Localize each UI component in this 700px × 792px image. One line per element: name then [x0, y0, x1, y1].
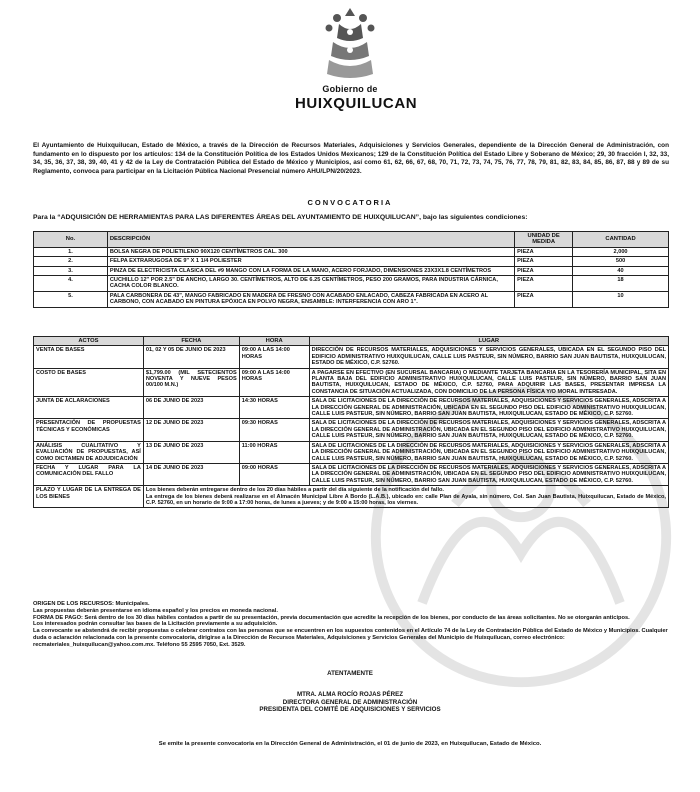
acts-header-row [34, 337, 669, 346]
act-date: 01, 02 Y 05 DE JUNIO DE 2023 [143, 346, 239, 368]
table-row [34, 266, 669, 275]
header-fecha: FECHA [143, 337, 239, 346]
item-unit: PIEZA [515, 291, 573, 307]
item-quantity: 10 [573, 291, 669, 307]
note-pago-text: Será dentro de los 30 días hábiles contados a partir de su presentación, previa documentación que acredite la recepción de los bienes, por conducto de las áreas solicitantes. No se otorgarán anticipos. [82, 614, 630, 621]
act-time: 09:00 HORAS [239, 463, 309, 485]
item-quantity: 500 [573, 257, 669, 266]
act-date: 13 DE JUNIO DE 2023 [143, 441, 239, 463]
object-suffix: , bajo las siguientes condiciones: [419, 214, 528, 221]
header-unit: UNIDAD DE MEDIDA [515, 232, 573, 248]
item-description: CUCHILLO 12" POR 2.5" DE ANCHO, LARGO 30. CENTÍMETROS, ALTO DE 6.25 CENTÍMETROS, PESO 200 GRAMOS, PARA INDUSTRIA CÁRNICA, CACHA COLOR BLANCO. [107, 276, 514, 292]
object-prefix: Para la [33, 214, 56, 221]
logo-subtitle: Gobierno de [322, 84, 378, 94]
item-unit: PIEZA [515, 247, 573, 256]
item-description: BOLSA NEGRA DE POLIETILENO 90X120 CENTÍMETROS CAL. 300 [107, 247, 514, 256]
header-description: DESCRIPCIÓN [107, 232, 514, 248]
act-name: ANÁLISIS CUALITATIVO Y EVALUACIÓN DE PROPUESTAS, ASÍ COMO DICTAMEN DE ADJUDICACIÓN [34, 441, 144, 463]
act-time: 09:00 A LAS 14:00 HORAS [239, 368, 309, 397]
item-quantity: 40 [573, 266, 669, 275]
signature-block [0, 691, 700, 714]
object-paragraph [33, 214, 673, 221]
act-place: A PAGARSE EN EFECTIVO (EN SUCURSAL BANCARIA) O MEDIANTE TARJETA BANCARIA EN LA TESORERÍA MUNICIPAL, SITA EN PLANTA BAJA DEL EDIFICIO ADMINISTRATIVO HUIXQUILUCAN, CALLE LUIS PASTEUR, SIN NÚMERO, BARRIO SAN JUAN BAUTISTA, HUIXQUILUCAN, ESTADO DE MÉXICO, C.P. 52760, PARA ADQUIRIR LAS BASES, PRESENTAR IMPRESA LA CONSTANCIA DE SITUACIÓN ACTUALIZADA, CON DOMICILIO DE LA PERSONA FÍSICA Y/O MORAL INTERESADA. [309, 368, 668, 397]
delivery-details [143, 486, 668, 508]
item-description: FELPA EXTRARUGOSA DE 9" X 1 1/4 POLIESTER [107, 257, 514, 266]
item-unit: PIEZA [515, 276, 573, 292]
item-description: PINZA DE ELECTRICISTA CLASICA DEL #9 MANGO CON LA FORMA DE LA MANO, ACERO FORJADO, DIMENSIONES 23X3X1.8 CENTÍMETROS [107, 266, 514, 275]
act-date: 06 DE JUNIO DE 2023 [143, 397, 239, 419]
item-unit: PIEZA [515, 257, 573, 266]
act-date: 12 DE JUNIO DE 2023 [143, 419, 239, 441]
act-name: JUNTA DE ACLARACIONES [34, 397, 144, 419]
table-row [34, 276, 669, 292]
table-row [34, 368, 669, 397]
huixquilucan-emblem-icon [319, 4, 381, 82]
signer-committee: PRESIDENTA DEL COMITÉ DE ADQUISICIONES Y SERVICIOS [259, 706, 441, 714]
header-actos: ACTOS [34, 337, 144, 346]
act-time: 09:30 HORAS [239, 419, 309, 441]
note-origen-label: ORIGEN DE LOS RECURSOS: [33, 601, 114, 607]
header-lugar: LUGAR [309, 337, 668, 346]
item-quantity: 2,000 [573, 247, 669, 256]
items-table [33, 231, 669, 308]
delivery-term: Los bienes deberán entregarse dentro de los 20 días hábiles a partir del día siguiente de la notificación del fallo. [145, 487, 444, 494]
note-pago [33, 615, 673, 622]
act-time: 14:30 HORAS [239, 397, 309, 419]
logo-title: HUIXQUILUCAN [295, 95, 418, 112]
item-quantity: 18 [573, 276, 669, 292]
table-row [34, 419, 669, 441]
header-no: No. [34, 232, 108, 248]
table-row [34, 463, 669, 485]
signer-role: DIRECTORA GENERAL DE ADMINISTRACIÓN [282, 698, 418, 706]
notes-section [33, 601, 673, 649]
act-place: SALA DE LICITACIONES DE LA DIRECCIÓN DE RECURSOS MATERIALES, ADQUISICIONES Y SERVICIOS GENERALES, ADSCRITA A LA DIRECCIÓN GENERAL DE ADMINISTRACIÓN, UBICADA EN EL SEGUNDO PISO DEL EDIFICIO ADMINISTRATIVO HUIXQUILUCAN, CALLE LUIS PASTEUR, SIN NÚMERO, BARRIO SAN JUAN BAUTISTA, HUIXQUILUCAN, ESTADO DE MÉXICO, C.P. 52760. [309, 397, 668, 419]
act-place: SALA DE LICITACIONES DE LA DIRECCIÓN DE RECURSOS MATERIALES, ADQUISICIONES Y SERVICIOS GENERALES, ADSCRITA A LA DIRECCIÓN GENERAL DE ADMINISTRACIÓN, UBICADA EN EL SEGUNDO PISO DEL EDIFICIO ADMINISTRATIVO HUIXQUILUCAN, CALLE LUIS PASTEUR, SIN NÚMERO, BARRIO SAN JUAN BAUTISTA, HUIXQUILUCAN, ESTADO DE MÉXICO, C.P. 52760. [309, 419, 668, 441]
object-title: “ADQUISICIÓN DE HERRAMIENTAS PARA LAS DIFERENTES ÁREAS DEL AYUNTAMIENTO DE HUIXQUILUCAN” [57, 214, 420, 221]
convocatoria-heading: CONVOCATORIA [307, 198, 393, 207]
table-row [34, 397, 669, 419]
item-unit: PIEZA [515, 266, 573, 275]
act-name: VENTA DE BASES [34, 346, 144, 368]
act-time: 11:00 HORAS [239, 441, 309, 463]
table-row [34, 441, 669, 463]
item-no: 1. [34, 247, 108, 256]
signer-name: MTRA. ALMA ROCÍO ROJAS PÉREZ [296, 691, 404, 698]
table-row [34, 257, 669, 266]
note-origen [33, 601, 673, 608]
table-row [34, 247, 669, 256]
note-origen-text: Municipales. [113, 601, 150, 607]
signature-closing: ATENTAMENTE [327, 670, 373, 677]
table-row [34, 486, 669, 508]
act-name: PRESENTACIÓN DE PROPUESTAS TÉCNICAS Y ECONÓMICAS [34, 419, 144, 441]
acts-table [33, 336, 669, 508]
note-pago-label: FORMA DE PAGO: [33, 614, 83, 621]
table-row [34, 291, 669, 307]
act-place: DIRECCIÓN DE RECURSOS MATERIALES, ADQUISICIONES Y SERVICIOS GENERALES, UBICADA EN EL SEGUNDO PISO DEL EDIFICIO ADMINISTRATIVO HUIXQUILUCAN, CALLE LUIS PASTEUR, SIN NÚMERO, BARRIO SAN JUAN BAUTISTA, HUIXQUILUCAN, ESTADO DE MÉXICO, C.P. 52760. [309, 346, 668, 368]
delivery-label: PLAZO Y LUGAR DE LA ENTREGA DE LOS BIENES [34, 486, 144, 508]
items-header-row [34, 232, 669, 248]
item-no: 2. [34, 257, 108, 266]
note-consulta: Los interesados podrán consultar las bases de la Licitación previamente a su adquisición. [33, 621, 278, 628]
act-name: COSTO DE BASES [34, 368, 144, 397]
act-date: $1,799.00 (MIL SETECIENTOS NOVENTA Y NUEVE PESOS 00/100 M.N.) [143, 368, 239, 397]
act-name: FECHA Y LUGAR PARA LA COMUNICACIÓN DEL FALLO [34, 463, 144, 485]
municipal-logo [295, 4, 418, 126]
item-no: 5. [34, 291, 108, 307]
note-abstencion: La convocante se abstendrá de recibir propuestas o celebrar contratos con las personas que se encuentren en los supuestos contenidos en el Artículo 74 de la Ley de Contratación Pública del Estado de México y Municipios. Cualquier duda o aclaración relacionada con la presente convocatoria, dirigirse a la Dirección de Recursos Materiales, Adquisiciones y Servicios Generales del Municipio de Huixquilucan, correo electrónico: recmateriales_huixquilucan@yahoo.com.mx. Teléfono 55 2595 7050, Ext. 3529. [33, 628, 668, 648]
act-date: 14 DE JUNIO DE 2023 [143, 463, 239, 485]
item-no: 4. [34, 276, 108, 292]
item-description: PALA CARBONERA DE 43", MANGO FABRICADO EN MADERA DE FRESNO CON ACABADO ENLACADO, CABEZA FABRICADA EN ACERO AL CARBONO, CON ACABADO EN PINTURA EPÓXICA EN POLVO NEGRA, ENSAMBLE: INTERFERENCIA CON ARO 1". [107, 291, 514, 307]
act-time: 09:00 A LAS 14:00 HORAS [239, 346, 309, 368]
table-row [34, 346, 669, 368]
footer-issue-note: Se emite la presente convocatoria en la Dirección General de Administración, el 01 de junio de 2023, en Huixquilucan, Estado de México. [158, 741, 542, 747]
intro-paragraph: El Ayuntamiento de Huixquilucan, Estado de México, a través de la Dirección de Recursos Materiales, Adquisiciones y Servicios Generales, dependiente de la Dirección General de Administración, con fundamento en lo dispuesto por los artículos: 134 de la Constitución Política de los Estados Unidos Mexicanos; 129 de la Constitución Política del Estado Libre y Soberano de México; 29, 30 fracción I, 32, 33, 34, 35, 36, 37, 38, 39, 40, 41 y 42 de la Ley de Contratación Pública del Estado de México y Municipios, así como 61, 62, 66, 67, 68, 70, 71, 72, 73, 74, 75, 76, 77, 78, 79, 81, 82, 83, 84, 85, 86, 87, 88 y 89 de su Reglamento, convoca para participar en la Licitación Pública Nacional Presencial número AHU/LPN/20/2023. [33, 142, 669, 175]
header-hora: HORA [239, 337, 309, 346]
item-no: 3. [34, 266, 108, 275]
header-quantity: CANTIDAD [573, 232, 669, 248]
note-idioma: Las propuestas deberán presentarse en idioma español y los precios en moneda nacional. [33, 607, 278, 614]
act-place: SALA DE LICITACIONES DE LA DIRECCIÓN DE RECURSOS MATERIALES, ADQUISICIONES Y SERVICIOS GENERALES, ADSCRITA A LA DIRECCIÓN GENERAL DE ADMINISTRACIÓN, UBICADA EN EL SEGUNDO PISO DEL EDIFICIO ADMINISTRATIVO HUIXQUILUCAN, CALLE LUIS PASTEUR, SIN NÚMERO, BARRIO SAN JUAN BAUTISTA, HUIXQUILUCAN, ESTADO DE MÉXICO, C.P. 52760. [309, 463, 668, 485]
act-place: SALA DE LICITACIONES DE LA DIRECCIÓN DE RECURSOS MATERIALES, ADQUISICIONES Y SERVICIOS GENERALES, ADSCRITA A LA DIRECCIÓN GENERAL DE ADMINISTRACIÓN, UBICADA EN EL SEGUNDO PISO DEL EDIFICIO ADMINISTRATIVO HUIXQUILUCAN, CALLE LUIS PASTEUR, SIN NÚMERO, BARRIO SAN JUAN BAUTISTA, HUIXQUILUCAN, ESTADO DE MÉXICO, C.P. 52760. [309, 441, 668, 463]
delivery-place: La entrega de los bienes deberá realizarse en el Almacén Municipal Libre A Bordo (L.A.B.), ubicado en: calle Plan de Ayala, sin número, Col. San Juan Bautista, Huixquilucan, Estado de México, C.P. 52760, en un horario de 9:00 a 17:00 horas, de lunes a jueves; y de 9:00 a 15:00 horas, los viernes. [145, 493, 666, 506]
